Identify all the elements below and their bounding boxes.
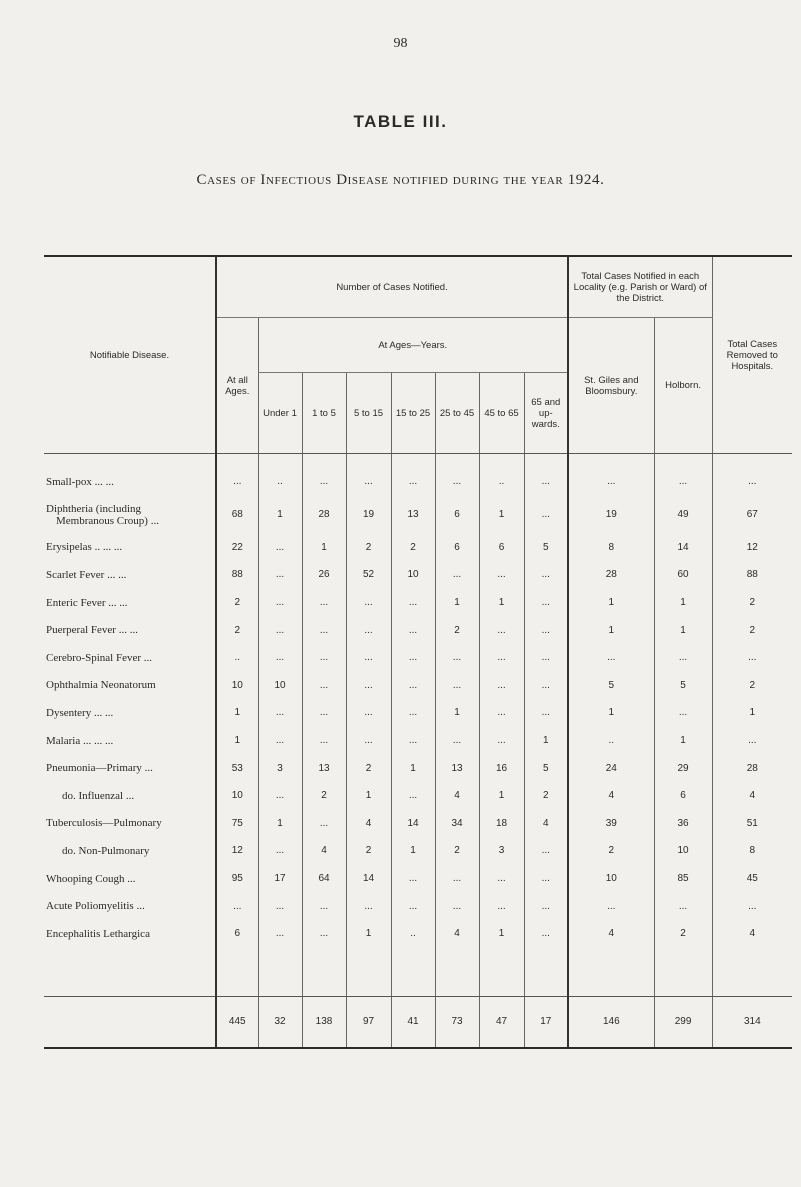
cell-value: ... <box>524 616 568 644</box>
cell-value: ... <box>435 644 479 672</box>
table-row <box>44 616 792 644</box>
cell-value: ... <box>391 644 435 672</box>
cell-value: 28 <box>712 754 792 782</box>
header-number-notified: Number of Cases Notified. <box>216 256 568 318</box>
cell-value: 4 <box>435 920 479 948</box>
cell-value: ... <box>435 865 479 893</box>
cell-value: 2 <box>435 837 479 865</box>
cell-value: 3 <box>258 754 302 782</box>
cell-value: 14 <box>654 534 712 562</box>
cell-value: ... <box>479 561 524 589</box>
cell-value: 1 <box>654 589 712 617</box>
cell-value: ... <box>391 589 435 617</box>
cell-value: 4 <box>346 810 391 838</box>
cell-value: ... <box>258 616 302 644</box>
disease-name <box>44 496 216 534</box>
cell-value: 1 <box>216 699 258 727</box>
total-value: 138 <box>302 996 346 1048</box>
cell-value: ... <box>391 616 435 644</box>
cell-value: 1 <box>258 810 302 838</box>
cell-value: 53 <box>216 754 258 782</box>
cell-value: 19 <box>568 496 654 534</box>
cell-value: 2 <box>712 589 792 617</box>
cell-value: ... <box>302 644 346 672</box>
cell-value: ... <box>712 892 792 920</box>
cell-value: 13 <box>302 754 346 782</box>
cell-value: 12 <box>712 534 792 562</box>
cell-value: ... <box>258 892 302 920</box>
cell-value: 67 <box>712 496 792 534</box>
cell-value: ... <box>391 782 435 810</box>
total-value: 17 <box>524 996 568 1048</box>
table-row <box>44 561 792 589</box>
cell-value: 13 <box>435 754 479 782</box>
table-row <box>44 496 792 534</box>
cell-value: ... <box>302 468 346 496</box>
cell-value: 8 <box>712 837 792 865</box>
disease-name: Dysentery ... ... <box>46 706 114 719</box>
cell-value: ... <box>479 699 524 727</box>
cell-value: ... <box>346 589 391 617</box>
cell-value: 1 <box>435 589 479 617</box>
cell-value: ... <box>302 727 346 755</box>
cell-value: ... <box>302 672 346 700</box>
disease-name: Cerebro-Spinal Fever ... <box>46 651 152 664</box>
table-row <box>44 644 792 672</box>
table-row <box>44 782 792 810</box>
header-age-under-1: Under 1 <box>258 373 302 454</box>
cell-value: ... <box>712 727 792 755</box>
cell-value: 5 <box>568 672 654 700</box>
cell-value: 10 <box>391 561 435 589</box>
cell-value: 2 <box>568 837 654 865</box>
cell-value: ... <box>479 672 524 700</box>
cell-value: 2 <box>216 589 258 617</box>
cell-value: ... <box>479 865 524 893</box>
cell-value: ... <box>435 672 479 700</box>
cell-value: ... <box>258 644 302 672</box>
cell-value: ... <box>302 892 346 920</box>
cell-value: ... <box>654 644 712 672</box>
cell-value: ... <box>216 892 258 920</box>
cell-value: ... <box>391 468 435 496</box>
cell-value: 10 <box>258 672 302 700</box>
total-value: 445 <box>216 996 258 1048</box>
cell-value: 28 <box>302 496 346 534</box>
cell-value: ... <box>258 589 302 617</box>
cell-value: ... <box>712 468 792 496</box>
cell-value: ... <box>479 616 524 644</box>
cell-value: ... <box>346 672 391 700</box>
infectious-disease-table <box>44 255 792 1049</box>
cell-value: 4 <box>568 782 654 810</box>
disease-name: Whooping Cough ... <box>46 872 136 885</box>
cell-value: 22 <box>216 534 258 562</box>
cell-value: ... <box>302 699 346 727</box>
disease-name: Malaria ... ... ... <box>46 734 114 747</box>
cell-value: 2 <box>435 616 479 644</box>
disease-name: do. Influenzal ... <box>62 789 135 802</box>
cell-value: 6 <box>479 534 524 562</box>
cell-value: 10 <box>654 837 712 865</box>
disease-name: Encephalitis Lethargica <box>46 927 150 940</box>
table-row <box>44 727 792 755</box>
totals-label-cell <box>44 996 216 1048</box>
disease-name-line-2: Membranous Croup) ... <box>56 514 159 527</box>
disease-name: do. Non-Pulmonary <box>62 844 150 857</box>
total-value: 32 <box>258 996 302 1048</box>
cell-value: .. <box>216 644 258 672</box>
cell-value: ... <box>258 561 302 589</box>
cell-value: 1 <box>346 782 391 810</box>
cell-value: ... <box>258 837 302 865</box>
cell-value: 29 <box>654 754 712 782</box>
cell-value: ... <box>258 782 302 810</box>
cell-value: ... <box>524 672 568 700</box>
table-row <box>44 892 792 920</box>
total-value: 146 <box>568 996 654 1048</box>
cell-value: 4 <box>568 920 654 948</box>
header-removed: Total Cases Removed to Hospitals. <box>712 256 792 454</box>
cell-value: 4 <box>435 782 479 810</box>
disease-name: Enteric Fever ... ... <box>46 596 128 609</box>
cell-value: 1 <box>479 496 524 534</box>
cell-value: 24 <box>568 754 654 782</box>
cell-value: 1 <box>479 589 524 617</box>
cell-value: ... <box>346 727 391 755</box>
cell-value: 2 <box>712 672 792 700</box>
cell-value: 1 <box>391 754 435 782</box>
cell-value: ... <box>479 644 524 672</box>
cell-value: ... <box>524 561 568 589</box>
cell-value: ... <box>435 727 479 755</box>
cell-value: 95 <box>216 865 258 893</box>
cell-value: 5 <box>654 672 712 700</box>
cell-value: ... <box>435 468 479 496</box>
cell-value: 45 <box>712 865 792 893</box>
cell-value: ... <box>302 810 346 838</box>
cell-value: ... <box>435 561 479 589</box>
cell-value: 5 <box>524 534 568 562</box>
cell-value: 75 <box>216 810 258 838</box>
disease-name: Acute Poliomyelitis ... <box>46 900 145 913</box>
cell-value: ... <box>258 727 302 755</box>
header-locality-st-giles: St. Giles and Bloomsbury. <box>568 318 654 454</box>
table-row <box>44 920 792 948</box>
spacer-row <box>44 948 792 997</box>
cell-value: ... <box>391 699 435 727</box>
disease-name: Puerperal Fever ... ... <box>46 624 138 637</box>
cell-value: 14 <box>346 865 391 893</box>
cell-value: 2 <box>524 782 568 810</box>
cell-value: 1 <box>479 782 524 810</box>
cell-value: ... <box>346 616 391 644</box>
cell-value: 2 <box>346 534 391 562</box>
cell-value: 28 <box>568 561 654 589</box>
cell-value: 1 <box>479 920 524 948</box>
cell-value: 68 <box>216 496 258 534</box>
cell-value: ... <box>479 892 524 920</box>
cell-value: ... <box>524 699 568 727</box>
header-disease: Notifiable Disease. <box>44 256 216 454</box>
cell-value: 10 <box>216 672 258 700</box>
disease-name-line-1: Diphtheria (including <box>46 502 142 515</box>
cell-value: ... <box>302 616 346 644</box>
header-age-25-45: 25 to 45 <box>435 373 479 454</box>
disease-name: Ophthalmia Neonatorum <box>46 679 156 692</box>
table-row <box>44 699 792 727</box>
cell-value: ... <box>391 892 435 920</box>
total-value: 47 <box>479 996 524 1048</box>
cell-value: 16 <box>479 754 524 782</box>
cell-value: 3 <box>479 837 524 865</box>
table-title: TABLE III. <box>353 112 448 131</box>
cell-value: ... <box>654 468 712 496</box>
total-value: 97 <box>346 996 391 1048</box>
cell-value: ... <box>391 672 435 700</box>
cell-value: 2 <box>346 754 391 782</box>
header-locality: Total Cases Notified in each Locality (e.g. Parish or Ward) of the District. <box>568 256 712 318</box>
cell-value: ... <box>435 892 479 920</box>
cell-value: ... <box>258 920 302 948</box>
cell-value: ... <box>524 892 568 920</box>
header-all-ages: At all Ages. <box>216 318 258 454</box>
cell-value: 4 <box>712 782 792 810</box>
header-age-5-15: 5 to 15 <box>346 373 391 454</box>
cell-value: 1 <box>391 837 435 865</box>
cell-value: ... <box>524 865 568 893</box>
cell-value: 2 <box>391 534 435 562</box>
cell-value: 10 <box>568 865 654 893</box>
cell-value: ... <box>302 589 346 617</box>
cell-value: 1 <box>216 727 258 755</box>
cell-value: 4 <box>712 920 792 948</box>
cell-value: 85 <box>654 865 712 893</box>
disease-name: Scarlet Fever ... ... <box>46 568 127 581</box>
cell-value: ... <box>302 920 346 948</box>
cell-value: 52 <box>346 561 391 589</box>
cell-value: 88 <box>712 561 792 589</box>
table-row <box>44 865 792 893</box>
cell-value: 6 <box>654 782 712 810</box>
cell-value: 60 <box>654 561 712 589</box>
header-age-1-5: 1 to 5 <box>302 373 346 454</box>
table-row <box>44 754 792 782</box>
table-row <box>44 589 792 617</box>
cell-value: 1 <box>435 699 479 727</box>
disease-name: Erysipelas .. ... ... <box>46 541 123 554</box>
cell-value: 36 <box>654 810 712 838</box>
header-at-ages: At Ages—Years. <box>258 318 568 373</box>
cell-value: 1 <box>568 589 654 617</box>
table-row <box>44 468 792 496</box>
total-value: 41 <box>391 996 435 1048</box>
cell-value: .. <box>391 920 435 948</box>
cell-value: 51 <box>712 810 792 838</box>
cell-value: 14 <box>391 810 435 838</box>
totals-row <box>44 996 792 1048</box>
cell-value: ... <box>346 699 391 727</box>
cell-value: 88 <box>216 561 258 589</box>
cell-value: 2 <box>302 782 346 810</box>
cell-value: 12 <box>216 837 258 865</box>
cell-value: ... <box>524 496 568 534</box>
table-row <box>44 837 792 865</box>
cell-value: ... <box>479 727 524 755</box>
cell-value: 4 <box>302 837 346 865</box>
cell-value: 34 <box>435 810 479 838</box>
header-age-65-up: 65 and up-wards. <box>524 373 568 454</box>
cell-value: 1 <box>568 699 654 727</box>
cell-value: ... <box>391 865 435 893</box>
total-value: 314 <box>712 996 792 1048</box>
cell-value: ... <box>568 468 654 496</box>
table-row <box>44 672 792 700</box>
cell-value: ... <box>346 644 391 672</box>
cell-value: 18 <box>479 810 524 838</box>
cell-value: ... <box>524 468 568 496</box>
table-subtitle: Cases of Infectious Disease notified during the year 1924. <box>196 172 605 188</box>
cell-value: ... <box>258 534 302 562</box>
total-value: 299 <box>654 996 712 1048</box>
cell-value: 6 <box>216 920 258 948</box>
cell-value: .. <box>479 468 524 496</box>
cell-value: 2 <box>216 616 258 644</box>
cell-value: ... <box>712 644 792 672</box>
cell-value: ... <box>391 727 435 755</box>
disease-name: Tuberculosis—Pulmonary <box>46 817 162 830</box>
header-age-45-65: 45 to 65 <box>479 373 524 454</box>
cell-value: 26 <box>302 561 346 589</box>
cell-value: 2 <box>712 616 792 644</box>
cell-value: ... <box>258 699 302 727</box>
table-row <box>44 810 792 838</box>
cell-value: 2 <box>654 920 712 948</box>
cell-value: 1 <box>712 699 792 727</box>
cell-value: ... <box>524 589 568 617</box>
cell-value: 39 <box>568 810 654 838</box>
cell-value: ... <box>524 920 568 948</box>
cell-value: 6 <box>435 534 479 562</box>
cell-value: ... <box>346 892 391 920</box>
disease-name: Pneumonia—Primary ... <box>46 762 153 775</box>
cell-value: ... <box>524 837 568 865</box>
cell-value: 17 <box>258 865 302 893</box>
cell-value: 19 <box>346 496 391 534</box>
cell-value: ... <box>654 699 712 727</box>
cell-value: 1 <box>346 920 391 948</box>
cell-value: .. <box>258 468 302 496</box>
cell-value: 13 <box>391 496 435 534</box>
cell-value: ... <box>568 644 654 672</box>
total-value: 73 <box>435 996 479 1048</box>
disease-name: Small-pox ... ... <box>46 475 114 488</box>
header-locality-holborn: Holborn. <box>654 318 712 454</box>
cell-value: 1 <box>654 616 712 644</box>
cell-value: ... <box>346 468 391 496</box>
cell-value: 64 <box>302 865 346 893</box>
table-body <box>44 454 792 1048</box>
cell-value: ... <box>654 892 712 920</box>
cell-value: ... <box>524 644 568 672</box>
cell-value: .. <box>568 727 654 755</box>
cell-value: 4 <box>524 810 568 838</box>
cell-value: 6 <box>435 496 479 534</box>
cell-value: 1 <box>302 534 346 562</box>
cell-value: 2 <box>346 837 391 865</box>
table-row <box>44 534 792 562</box>
cell-value: 1 <box>524 727 568 755</box>
page-number: 98 <box>393 36 408 51</box>
cell-value: 5 <box>524 754 568 782</box>
cell-value: 8 <box>568 534 654 562</box>
cell-value: 49 <box>654 496 712 534</box>
cell-value: ... <box>216 468 258 496</box>
cell-value: 1 <box>568 616 654 644</box>
cell-value: ... <box>568 892 654 920</box>
header-age-15-25: 15 to 25 <box>391 373 435 454</box>
cell-value: 1 <box>258 496 302 534</box>
cell-value: 10 <box>216 782 258 810</box>
cell-value: 1 <box>654 727 712 755</box>
spacer-row <box>44 454 792 469</box>
